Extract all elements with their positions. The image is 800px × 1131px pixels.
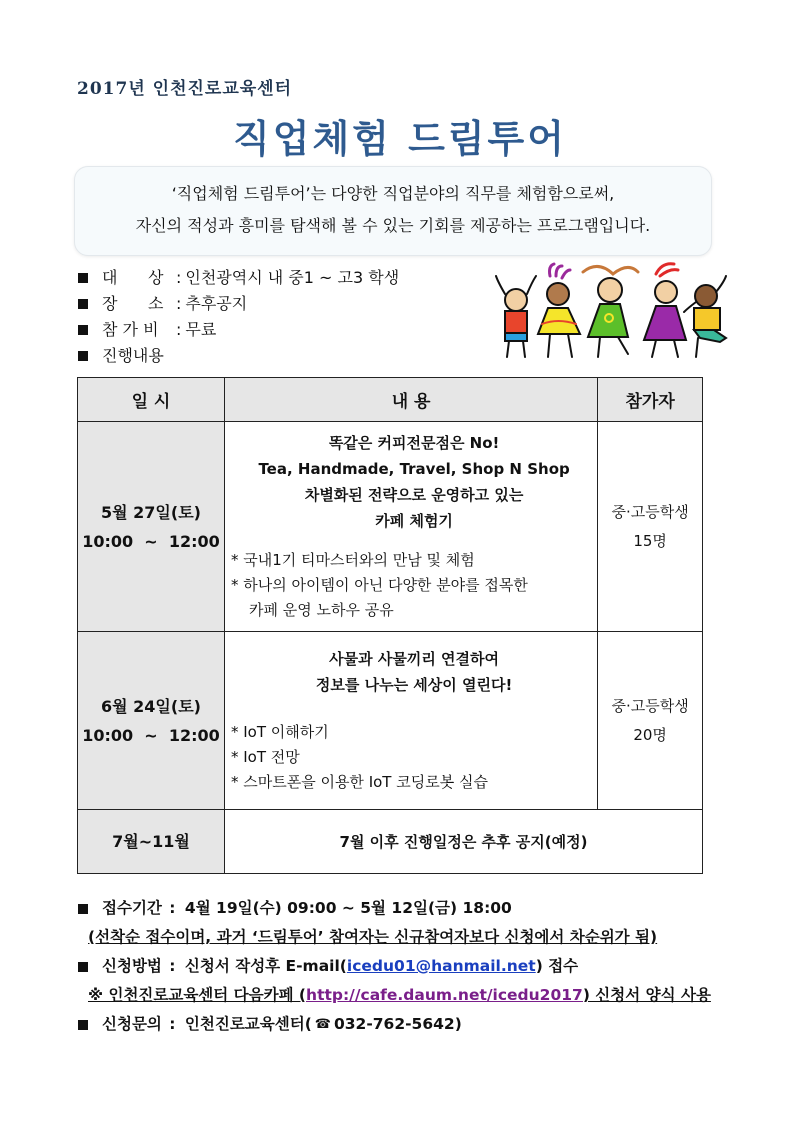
content-headline	[231, 646, 597, 698]
square-bullet-icon	[78, 962, 88, 972]
contact-label: 신청문의	[102, 1015, 162, 1033]
header-participant: 참가자	[598, 378, 703, 422]
application-method: 신청방법 : 신청서 작성후 E-mail( icedu01@hanmail.net ) 접수	[78, 952, 711, 981]
info-value: 추후공지	[185, 294, 248, 313]
date: 6월 24일(토)	[101, 696, 201, 716]
info-label: 대 상	[102, 268, 164, 287]
intro-line-1: ‘직업체험 드림투어’는 다양한 직업분야의 직무를 체험함으로써,	[171, 184, 615, 203]
contact-org: 인천진로교육센터(	[184, 1015, 312, 1033]
time: 10:00 ~ 12:00	[82, 531, 220, 551]
time: 10:00 ~ 12:00	[82, 725, 220, 745]
bullet-line: * IoT 전망	[230, 748, 300, 766]
content-bullets	[231, 720, 597, 795]
table-row	[78, 422, 703, 632]
cafe-suffix: ) 신청서 양식 사용	[582, 986, 711, 1004]
square-bullet-icon	[78, 1020, 88, 1030]
headline-line: 차별화된 전략으로 운영하고 있는	[304, 486, 524, 504]
info-label: 참 가 비	[102, 320, 159, 339]
participant-type: 중·고등학생	[611, 502, 689, 521]
email-link[interactable]: icedu01@hanmail.net	[346, 957, 536, 975]
method-suffix: ) 접수	[535, 957, 579, 975]
contact-info: 신청문의 : 인천진로교육센터( ☎ 032-762-5642)	[78, 1010, 711, 1039]
info-label: 장 소	[102, 294, 164, 313]
table-header-row	[78, 378, 703, 422]
org-title: 2017년 인천진로교육센터	[77, 79, 293, 99]
period-note	[78, 923, 711, 952]
participant-cell	[598, 422, 703, 632]
square-bullet-icon	[78, 904, 88, 914]
headline-line: Tea, Handmade, Travel, Shop N Shop	[258, 460, 570, 478]
period-note-text: (선착순 접수이며, 과거 ‘드림투어’ 참여자는 신규참여자보다 신청에서 차순위가 됨)	[88, 928, 658, 946]
square-bullet-icon	[78, 299, 88, 309]
headline-line: 정보를 나누는 세상이 열린다!	[315, 676, 513, 694]
bullet-line: 카페 운영 노하우 공유	[248, 601, 394, 619]
square-bullet-icon	[78, 273, 88, 283]
cafe-note	[78, 981, 711, 1010]
date-cell: 7월~11월	[78, 810, 225, 874]
info-item-program	[78, 343, 399, 369]
schedule-table	[77, 377, 703, 874]
square-bullet-icon	[78, 351, 88, 361]
period-label: 접수기간	[102, 899, 162, 917]
participant-type: 중·고등학생	[611, 696, 689, 715]
page-title: 직업체험 드림투어	[233, 117, 567, 161]
cafe-prefix: ※ 인천진로교육센터 다음카페 (	[88, 986, 307, 1004]
date-cell	[78, 632, 225, 810]
info-value: 무료	[185, 320, 217, 339]
square-bullet-icon	[78, 325, 88, 335]
footer-info	[78, 894, 711, 1039]
content-bullets	[231, 548, 597, 623]
cafe-link[interactable]: http://cafe.daum.net/icedu2017	[306, 986, 583, 1004]
content-cell	[224, 632, 597, 810]
intro-box	[74, 166, 712, 256]
info-item-target: 대 상 : 인천광역시 내 중1 ~ 고3 학생	[78, 265, 399, 291]
application-period: 접수기간 : 4월 19일(수) 09:00 ~ 5월 12일(금) 18:00	[78, 894, 711, 923]
bullet-line: * 하나의 아이템이 아닌 다양한 분야를 접목한	[230, 576, 528, 594]
bullet-line: * IoT 이해하기	[230, 723, 329, 741]
method-label: 신청방법	[102, 957, 162, 975]
info-item-place: 장 소 : 추후공지	[78, 291, 399, 317]
table-row	[78, 810, 703, 874]
participant-cell	[598, 632, 703, 810]
headline-line: 카페 체험기	[375, 512, 453, 530]
info-label: 진행내용	[102, 346, 164, 365]
period-value: 4월 19일(수) 09:00 ~ 5월 12일(금) 18:00	[184, 899, 512, 917]
date: 5월 27일(토)	[101, 502, 201, 522]
bullet-line: * 스마트폰을 이용한 IoT 코딩로봇 실습	[230, 773, 488, 791]
info-item-fee: 참 가 비 : 무료	[78, 317, 399, 343]
info-value: 인천광역시 내 중1 ~ 고3 학생	[185, 268, 400, 287]
date-cell	[78, 422, 225, 632]
method-prefix: 신청서 작성후 E-mail(	[184, 957, 347, 975]
phone-icon: ☎	[314, 1017, 331, 1032]
info-list	[78, 265, 399, 369]
contact-phone: 032-762-5642)	[333, 1015, 462, 1033]
headline-line: 똑같은 커피전문점은 No!	[328, 434, 500, 452]
dancing-kids-image	[488, 262, 728, 362]
headline-line: 사물과 사물끼리 연결하여	[329, 650, 500, 668]
participant-count: 15명	[633, 531, 667, 550]
header-content: 내 용	[224, 378, 597, 422]
content-cell	[224, 422, 597, 632]
bullet-line: * 국내1기 티마스터와의 만남 및 체험	[230, 551, 475, 569]
content-headline	[231, 430, 597, 534]
content-cell: 7월 이후 진행일정은 추후 공지(예정)	[224, 810, 702, 874]
participant-count: 20명	[633, 725, 667, 744]
table-row	[78, 632, 703, 810]
intro-line-2: 자신의 적성과 흥미를 탐색해 볼 수 있는 기회를 제공하는 프로그램입니다.	[135, 216, 651, 235]
header-date: 일 시	[78, 378, 225, 422]
